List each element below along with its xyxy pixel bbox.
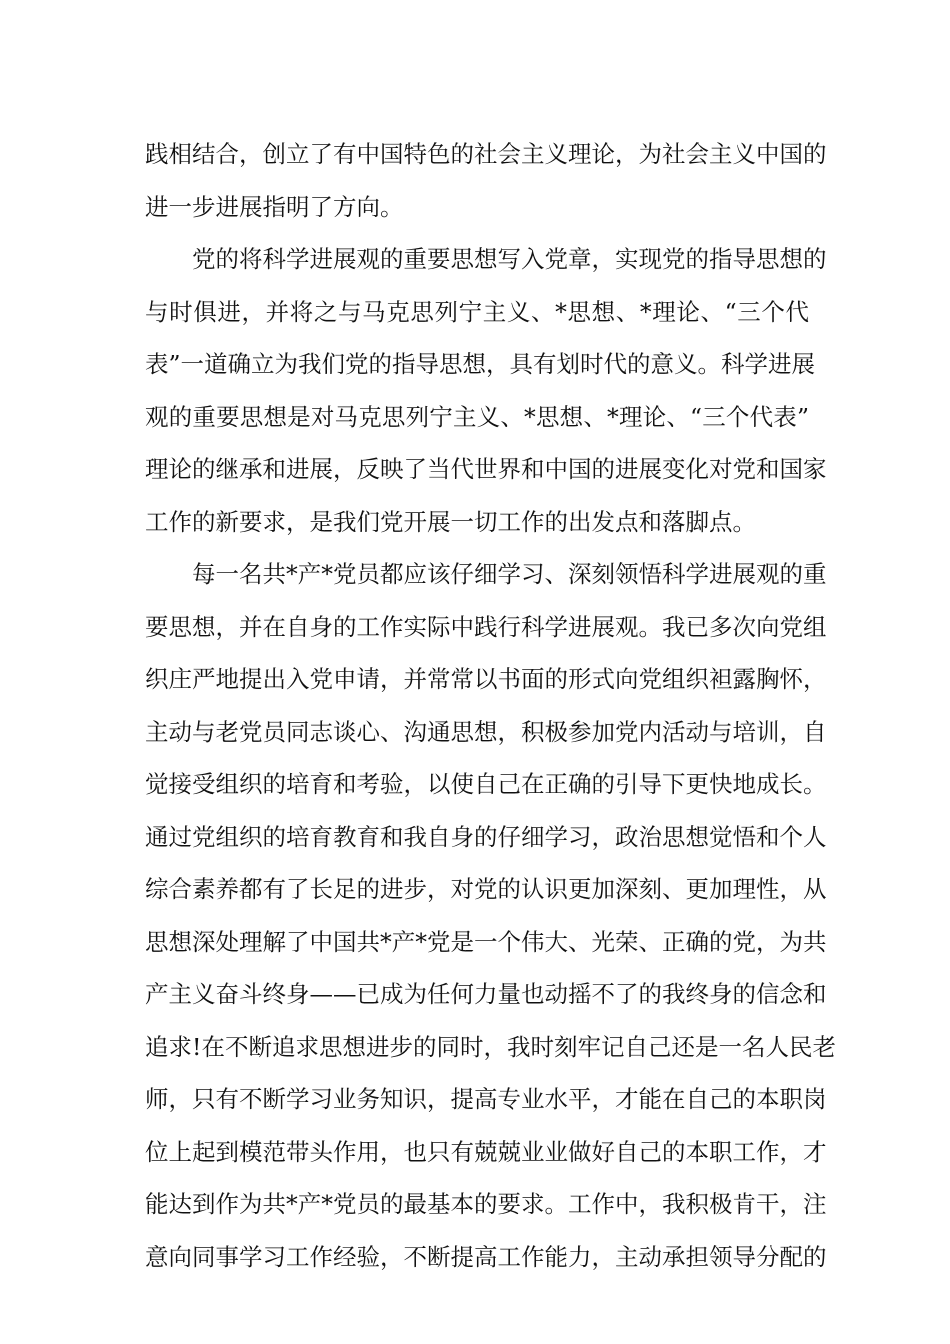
- text-line: 观的重要思想是对马克思列宁主义、*思想、*理论、“三个代表”: [145, 402, 809, 431]
- text-line: 追求!在不断追求思想进步的同时，我时刻牢记自己还是一名人民老: [145, 1032, 836, 1061]
- text-line: 思想深处理解了中国共*产*党是一个伟大、光荣、正确的党，为共: [145, 927, 827, 956]
- document-body: [145, 128, 836, 1283]
- text-line: 表”一道确立为我们党的指导思想，具有划时代的意义。科学进展: [145, 350, 816, 378]
- text-line: 践相结合，创立了有中国特色的社会主义理论，为社会主义中国的: [145, 140, 827, 168]
- text-line: 工作的新要求，是我们党开展一切工作的出发点和落脚点。: [145, 507, 756, 536]
- text-line: 师，只有不断学习业务知识，提高专业水平，才能在自己的本职岗: [145, 1085, 827, 1113]
- text-line: 意向同事学习工作经验，不断提高工作能力，主动承担领导分配的: [145, 1242, 827, 1271]
- paragraph-start-line: 党的将科学进展观的重要思想写入党章，实现党的指导思想的: [192, 245, 827, 273]
- paragraph-start-line: 每一名共*产*党员都应该仔细学习、深刻领悟科学进展观的重: [192, 560, 827, 588]
- text-line: 觉接受组织的培育和考验，以使自己在正确的引导下更快地成长。: [145, 770, 827, 798]
- text-line: 理论的继承和进展，反映了当代世界和中国的进展变化对党和国家: [145, 455, 827, 483]
- text-line: 位上起到模范带头作用，也只有兢兢业业做好自己的本职工作，才: [145, 1137, 827, 1166]
- text-line: 织庄严地提出入党申请，并常常以书面的形式向党组织袒露胸怀，: [145, 665, 827, 693]
- text-line: 要思想，并在自身的工作实际中践行科学进展观。我已多次向党组: [145, 612, 827, 641]
- text-line: 通过党组织的培育教育和我自身的仔细学习，政治思想觉悟和个人: [145, 822, 827, 851]
- text-line: 能达到作为共*产*党员的最基本的要求。工作中，我积极肯干，注: [145, 1190, 827, 1218]
- text-line: 进一步进展指明了方向。: [145, 192, 404, 221]
- text-line: 综合素养都有了长足的进步，对党的认识更加深刻、更加理性，从: [145, 875, 827, 903]
- text-line: 主动与老党员同志谈心、沟通思想，积极参加党内活动与培训，自: [145, 717, 827, 746]
- text-line: 与时俱进，并将之与马克思列宁主义、*思想、*理论、“三个代: [145, 297, 809, 326]
- text-line: 产主义奋斗终身——已成为任何力量也动摇不了的我终身的信念和: [145, 980, 827, 1008]
